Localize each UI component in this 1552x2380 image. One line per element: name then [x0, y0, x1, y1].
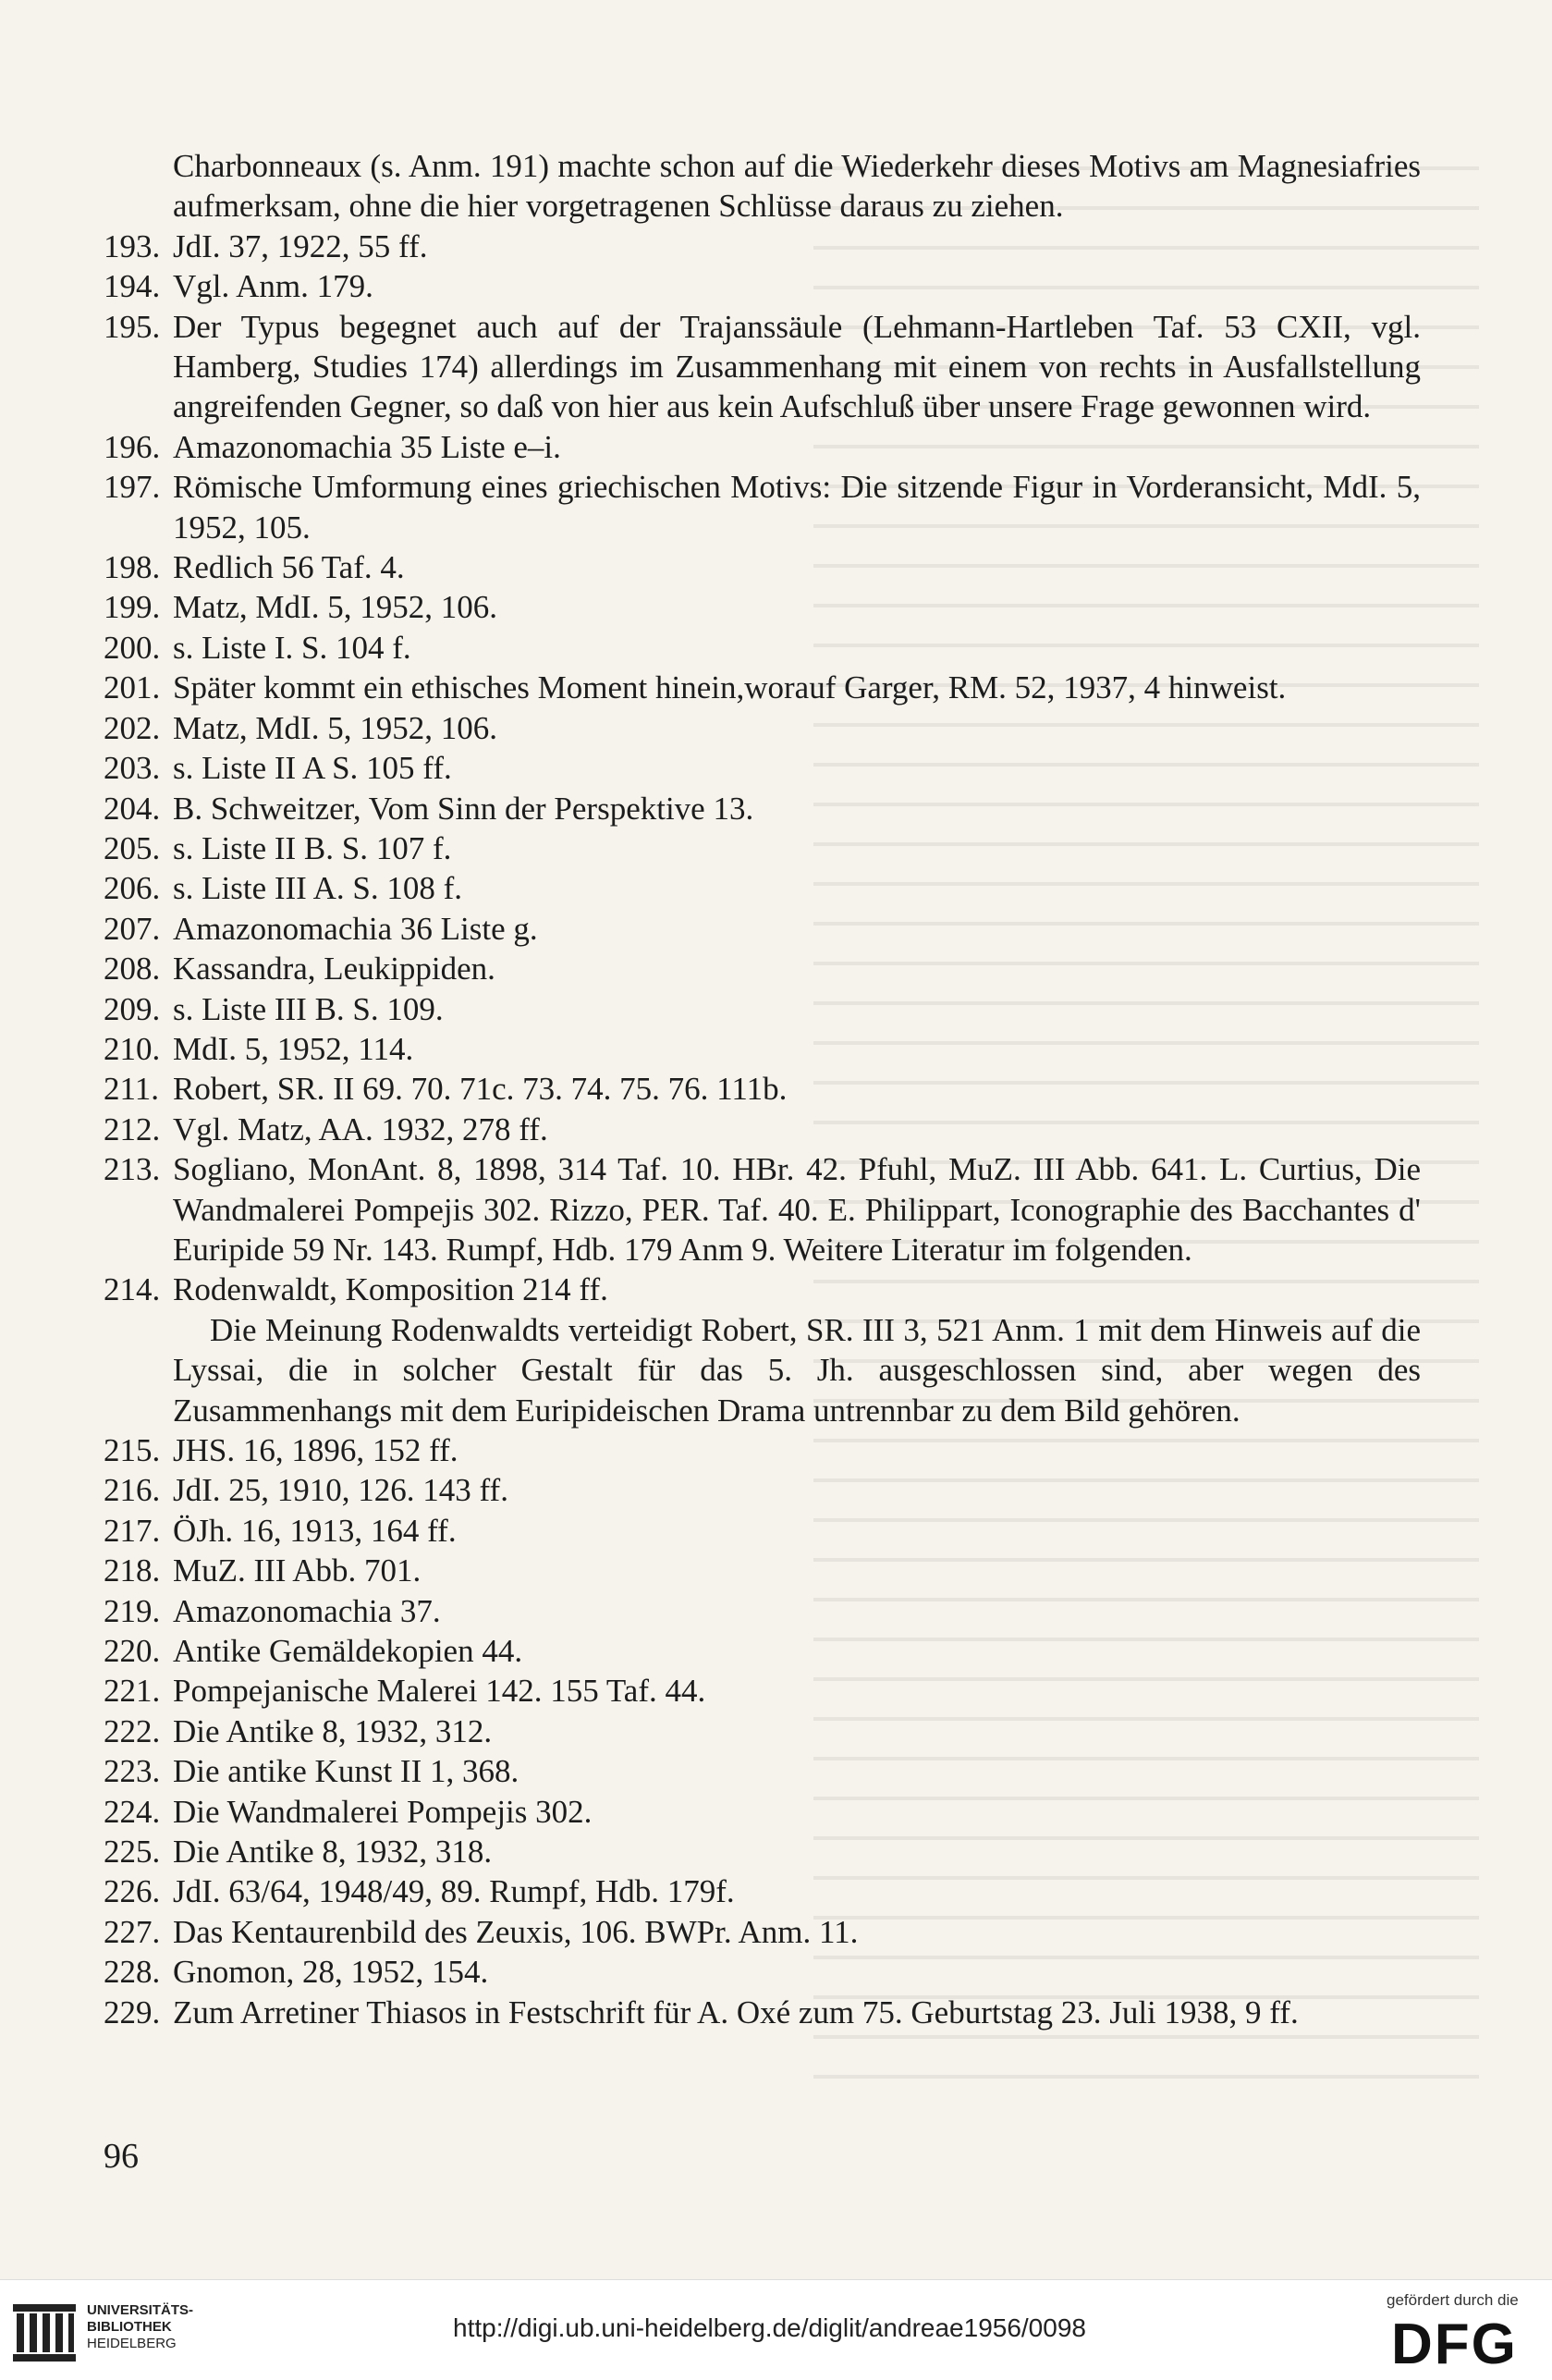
footnote-number: 227.: [104, 1913, 161, 1950]
footnote-text: Der Typus begegnet auch auf der Trajanssäule (Lehmann-Hartleben Taf. 53 CXII, vgl. Hamberg, Studies 174) allerdings im Zusammenhang mit einem von rechts in Ausfallstellung angreifenden Gegner, so daß von hier aus kein Aufschluß über unsere Frage gewonnen wird.: [173, 308, 1421, 425]
footnote-item: [104, 748, 1421, 788]
footnote-number: 201.: [104, 669, 161, 706]
footnote-item: [104, 1631, 1421, 1671]
footnote-item: [104, 1511, 1421, 1551]
footnote-text: Die antike Kunst II 1, 368.: [173, 1753, 519, 1790]
page-number: 96: [104, 2137, 139, 2176]
footnote-item: [104, 1671, 1421, 1711]
footnote-text: JHS. 16, 1896, 152 ff.: [173, 1432, 458, 1468]
footnote-number: 213.: [104, 1151, 161, 1188]
footnote-text: Das Kentaurenbild des Zeuxis, 106. BWPr. Anm. 11.: [173, 1913, 859, 1950]
footnote-number: 208.: [104, 951, 161, 988]
footnote-item: [104, 989, 1421, 1029]
footnote-text: Redlich 56 Taf. 4.: [173, 549, 405, 586]
footnote-number: 197.: [104, 469, 161, 506]
footnote-item: [104, 1591, 1421, 1631]
footnote-text: Später kommt ein ethisches Moment hinein,worauf Garger, RM. 52, 1937, 4 hinweist.: [173, 669, 1287, 706]
footnote-text: s. Liste III B. S. 109.: [173, 990, 444, 1027]
footnote-item: [104, 789, 1421, 828]
document-url-link[interactable]: http://digi.ub.uni-heidelberg.de/diglit/andreae1956/0098: [453, 2313, 1086, 2342]
footnote-text: Amazonomachia 35 Liste e–i.: [173, 428, 561, 465]
footnote-text: Zum Arretiner Thiasos in Festschrift für A. Oxé zum 75. Geburtstag 23. Juli 1938, 9 ff.: [173, 1994, 1299, 2030]
footnote-number: 199.: [104, 589, 161, 626]
library-name: [87, 2302, 193, 2352]
dfg-logo: DFG: [1391, 2313, 1518, 2376]
footnote-number: 221.: [104, 1673, 161, 1710]
footnote-item: [104, 1993, 1421, 2032]
footnote-number: 204.: [104, 790, 161, 827]
footnote-number: 214.: [104, 1271, 161, 1308]
footnote-number: 229.: [104, 1994, 161, 2030]
footnote-number: 226.: [104, 1873, 161, 1910]
footnote-item: [104, 1751, 1421, 1791]
footnote-item: [104, 1430, 1421, 1470]
footnote-item: [104, 868, 1421, 908]
footnote-text: Vgl. Matz, AA. 1932, 278 ff.: [173, 1110, 548, 1147]
footnote-text: ÖJh. 16, 1913, 164 ff.: [173, 1512, 457, 1549]
footnote-text: B. Schweitzer, Vom Sinn der Perspektive 13.: [173, 790, 754, 827]
footnote-text: Antike Gemäldekopien 44.: [173, 1633, 523, 1670]
footnote-item: [104, 1952, 1421, 1992]
footnote-text: Die Antike 8, 1932, 312.: [173, 1712, 493, 1749]
footnote-item: [104, 708, 1421, 748]
footnote-item: [104, 1470, 1421, 1510]
footnote-number: 194.: [104, 268, 161, 305]
footnote-number: 222.: [104, 1712, 161, 1749]
footnote-number: 202.: [104, 709, 161, 746]
footnote-item: [104, 547, 1421, 587]
footnote-number: 203.: [104, 750, 161, 787]
footnote-number: 198.: [104, 549, 161, 586]
footnote-text: Römische Umformung eines griechischen Motivs: Die sitzende Figur in Vorderansicht, MdI. 5, 1952, 105.: [173, 469, 1421, 546]
footnote-text: s. Liste II A S. 105 ff.: [173, 750, 452, 787]
footnote-number: 206.: [104, 870, 161, 907]
footnote-item: [104, 1912, 1421, 1952]
library-name-line3: HEIDELBERG: [87, 2336, 177, 2351]
footnote-text: Matz, MdI. 5, 1952, 106.: [173, 589, 497, 626]
footnote-item: [104, 1551, 1421, 1590]
footnote-number: 228.: [104, 1954, 161, 1991]
footnote-item: [104, 467, 1421, 547]
footnote-text: Pompejanische Malerei 142. 155 Taf. 44.: [173, 1673, 706, 1710]
footnote-number: 220.: [104, 1633, 161, 1670]
footnote-item: [104, 227, 1421, 266]
footnote-text: Kassandra, Leukippiden.: [173, 951, 495, 988]
footnote-text: MdI. 5, 1952, 114.: [173, 1030, 414, 1067]
library-name-line2: BIBLIOTHEK: [87, 2319, 172, 2335]
footnote-number: 207.: [104, 910, 161, 947]
footnote-number: 212.: [104, 1110, 161, 1147]
footnote-item: [104, 1110, 1421, 1149]
footnote-number: 205.: [104, 829, 161, 866]
footnote-text: s. Liste I. S. 104 f.: [173, 629, 411, 666]
footnote-item: [104, 307, 1421, 427]
footnote-number: 195.: [104, 308, 161, 345]
footnote-text: Amazonomachia 36 Liste g.: [173, 910, 538, 947]
footnote-text: Matz, MdI. 5, 1952, 106.: [173, 709, 497, 746]
university-library-logo-icon: [7, 2299, 81, 2367]
footnote-text: s. Liste III A. S. 108 f.: [173, 870, 463, 907]
footnote-text: Sogliano, MonAnt. 8, 1898, 314 Taf. 10. HBr. 42. Pfuhl, MuZ. III Abb. 641. L. Curtius, Die Wandmalerei Pompejis 302. Rizzo, PER. Taf. 40. E. Philippart, Iconographie des Bacchantes d' Euripide 59 Nr. 143. Rumpf, Hdb. 179 Anm 9. Weitere Literatur im folgenden.: [173, 1151, 1421, 1268]
footnote-number: 223.: [104, 1753, 161, 1790]
footnote-item: [104, 1029, 1421, 1069]
footnote-item: [104, 1871, 1421, 1911]
footnote-number: 219.: [104, 1592, 161, 1629]
footnote-item: [104, 1270, 1421, 1309]
footnote-item: [104, 668, 1421, 707]
funding-note: gefördert durch die: [1387, 2291, 1519, 2309]
footnote-number: 216.: [104, 1472, 161, 1509]
footnote-text: Robert, SR. II 69. 70. 71c. 73. 74. 75. 76. 111b.: [173, 1071, 788, 1108]
footnote-text: Vgl. Anm. 179.: [173, 268, 373, 305]
footnote-number: 209.: [104, 990, 161, 1027]
footnote-item: [104, 909, 1421, 949]
footnote-number: 225.: [104, 1834, 161, 1871]
footnote-item: [104, 828, 1421, 868]
footnote-text: Amazonomachia 37.: [173, 1592, 441, 1629]
footnote-number: 210.: [104, 1030, 161, 1067]
footnote-number: 196.: [104, 428, 161, 465]
footer-bar: [0, 2279, 1552, 2380]
footnote-item: [104, 1792, 1421, 1832]
footnote-paragraph: Die Meinung Rodenwaldts verteidigt Robert, SR. III 3, 521 Anm. 1 mit dem Hinweis auf die Lyssai, die in solcher Gestalt für das 5. Jh. ausgeschlossen sind, aber wegen des Zusammenhangs mit dem Euripideischen Drama untrennbar zu dem Bild gehören.: [173, 1311, 1421, 1429]
footnote-text: Gnomon, 28, 1952, 154.: [173, 1954, 489, 1991]
footnote-text: Die Antike 8, 1932, 318.: [173, 1834, 493, 1871]
footnotes-list: [104, 146, 1421, 2032]
footnote-number: 218.: [104, 1552, 161, 1589]
footnote-item: [104, 628, 1421, 668]
footnote-item: [104, 1711, 1421, 1751]
footnote-number: 215.: [104, 1432, 161, 1468]
footnote-number: 193.: [104, 227, 161, 264]
footnote-item: [104, 587, 1421, 627]
footnote-number: 200.: [104, 629, 161, 666]
footnote-number: 224.: [104, 1793, 161, 1830]
footnote-item: [104, 266, 1421, 306]
footnote-text: JdI. 25, 1910, 126. 143 ff.: [173, 1472, 508, 1509]
footnote-item: [104, 1149, 1421, 1270]
footnote-item: [104, 1069, 1421, 1109]
footnote-text: MuZ. III Abb. 701.: [173, 1552, 422, 1589]
footnote-item: [104, 427, 1421, 467]
footnote-item: [104, 1832, 1421, 1871]
footnote-number: 211.: [104, 1071, 159, 1108]
library-name-line1: UNIVERSITÄTS-: [87, 2302, 194, 2318]
footnote-text: Die Wandmalerei Pompejis 302.: [173, 1793, 593, 1830]
footnote-text: JdI. 37, 1922, 55 ff.: [173, 227, 428, 264]
footnote-text: JdI. 63/64, 1948/49, 89. Rumpf, Hdb. 179f.: [173, 1873, 735, 1910]
footnote-item: [104, 949, 1421, 988]
footnote-text: Rodenwaldt, Komposition 214 ff.: [173, 1271, 608, 1308]
footnote-number: 217.: [104, 1512, 161, 1549]
footnote-text: s. Liste II B. S. 107 f.: [173, 829, 452, 866]
footnote-continuation: Charbonneaux (s. Anm. 191) machte schon auf die Wiederkehr dieses Motivs am Magnesiafries aufmerksam, ohne die hier vorgetragenen Schlüsse daraus zu ziehen.: [173, 148, 1421, 225]
